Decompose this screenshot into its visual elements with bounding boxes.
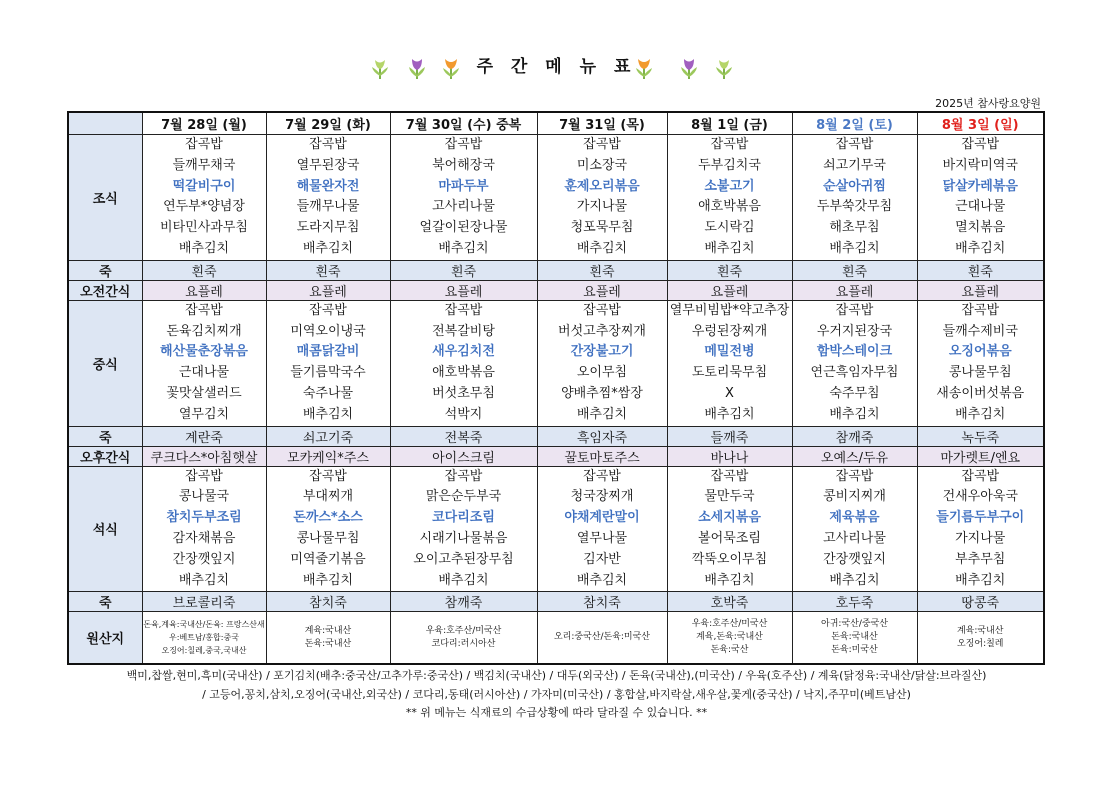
afternoon-snack-cell: 아이스크림: [390, 446, 537, 466]
lunch-label: 중식: [68, 300, 142, 426]
morning-snack-cell: 요플레: [537, 280, 667, 300]
menu-item: 잡곡밥: [309, 137, 347, 152]
lunch-cell: [917, 300, 1044, 426]
menu-item: 잡곡밥: [185, 302, 223, 318]
menu-item: 배추김치: [576, 240, 628, 256]
breakfast-cell: [390, 135, 537, 261]
porridge-cell: 흰죽: [667, 260, 792, 280]
origin-text: 아귀:국산/중국산: [821, 619, 888, 630]
menu-item: 잡곡밥: [710, 468, 749, 484]
dinner-label: 석식: [68, 466, 142, 592]
menu-item: 배추김치: [302, 572, 354, 588]
menu-item: 간장불고기: [570, 344, 634, 360]
menu-item: 열무나물: [576, 530, 628, 546]
afternoon-snack-label: 오후간식: [68, 446, 142, 466]
menu-item: 청포묵무침: [570, 220, 634, 236]
origin-text: 계육:국내산: [956, 625, 1004, 636]
menu-item: 배추김치: [438, 572, 489, 588]
breakfast-label: 조식: [68, 135, 142, 261]
menu-item: 잡곡밥: [309, 468, 347, 484]
menu-item: 청국장찌개: [570, 489, 634, 505]
menu-item: 잡곡밥: [583, 137, 621, 152]
menu-item: 전복갈비탕: [432, 323, 495, 339]
morning-snack-cell: 요플레: [917, 280, 1044, 300]
corner-cell: [68, 112, 142, 135]
menu-item: 감자채볶음: [172, 530, 236, 546]
menu-item: 도라지무침: [296, 220, 360, 236]
day-header: 7월 30일 (수) 중복: [390, 112, 537, 135]
porridge-label: 죽: [68, 426, 142, 446]
origin-cell: [390, 612, 537, 664]
menu-item: 배추김치: [829, 572, 880, 588]
menu-item: 들기름막국수: [290, 365, 366, 381]
menu-item: 새우김치전: [432, 344, 495, 360]
porridge-cell: 흰죽: [917, 260, 1044, 280]
breakfast-cell: [792, 135, 917, 261]
menu-item: 제육볶음: [829, 510, 880, 526]
menu-item: 미역줄기볶음: [290, 551, 366, 567]
menu-item: 연두부*양념장: [163, 199, 245, 215]
menu-item: 배추김치: [178, 572, 230, 588]
lunch-cell: [390, 300, 537, 426]
porridge-cell: 흰죽: [266, 260, 390, 280]
menu-item: 간장깻잎지: [172, 551, 236, 567]
menu-item: 배추김치: [704, 406, 755, 422]
menu-item: 잡곡밥: [961, 302, 1000, 318]
origin-text: 돈육:국내산: [831, 632, 878, 643]
menu-item: 바지락미역국: [942, 157, 1018, 173]
menu-item: 잡곡밥: [444, 137, 483, 152]
morning-snack-cell: 요플레: [667, 280, 792, 300]
menu-item: 들깨무채국: [172, 157, 236, 173]
lunch-cell: [792, 300, 917, 426]
porridge-label: 죽: [68, 260, 142, 280]
menu-item: 잡곡밥: [444, 468, 483, 484]
organization-label: 2025년 참사랑요양원: [935, 97, 1041, 110]
menu-item: 마파두부: [438, 178, 489, 194]
menu-item: 배추김치: [438, 240, 489, 256]
porridge-row: [68, 592, 1044, 612]
porridge-cell: 쇠고기죽: [266, 426, 390, 446]
porridge-cell: 흰죽: [142, 260, 266, 280]
menu-item: 부대찌개: [302, 489, 354, 505]
menu-item: 숙주나물: [302, 385, 354, 401]
porridge-cell: 브로콜리죽: [142, 592, 266, 612]
orange-tulip-icon: [633, 56, 655, 80]
menu-item: 가지나물: [576, 199, 628, 215]
breakfast-cell: [537, 135, 667, 261]
porridge-cell: 흰죽: [390, 260, 537, 280]
dinner-cell: [667, 466, 792, 592]
menu-item: 양배추찜*쌈장: [561, 385, 643, 401]
menu-item: 연근흑임자무침: [810, 365, 899, 381]
menu-item: 잡곡밥: [961, 137, 1000, 152]
menu-item: 열무김치: [178, 406, 230, 422]
porridge-cell: 참치죽: [537, 592, 667, 612]
menu-item: 들깨무나물: [296, 199, 360, 215]
porridge-cell: 흰죽: [537, 260, 667, 280]
menu-item: 두부김치국: [698, 157, 761, 173]
menu-item: 시래기나물볶음: [419, 530, 508, 546]
porridge-cell: 참깨죽: [390, 592, 537, 612]
menu-item: 숙주무침: [829, 385, 880, 401]
menu-item: 잡곡밥: [309, 302, 347, 318]
menu-item: 함박스테이크: [816, 344, 893, 360]
menu-item: 돈육김치찌개: [166, 323, 242, 339]
orange-tulip-icon: [440, 56, 462, 80]
origin-row: [68, 612, 1044, 664]
origin-cell: [142, 612, 266, 664]
dinner-cell: [792, 466, 917, 592]
porridge-row: [68, 260, 1044, 280]
menu-item: 깍뚝오이무침: [691, 551, 768, 567]
menu-item: 매콤닭갈비: [296, 344, 360, 360]
afternoon-snack-cell: 바나나: [667, 446, 792, 466]
menu-item: 메밀전병: [704, 344, 755, 360]
menu-item: 소세지볶음: [698, 510, 761, 526]
menu-item: 애호박볶음: [432, 365, 495, 381]
menu-item: 애호박볶음: [698, 199, 761, 215]
menu-item: 새송이버섯볶음: [936, 385, 1025, 401]
menu-item: 꽃맛살샐러드: [166, 385, 242, 401]
origin-text: 우육:호주산/미국산: [425, 625, 502, 636]
menu-item: 도토리묵무침: [691, 365, 768, 381]
origin-cell: [792, 612, 917, 664]
origin-cell: [917, 612, 1044, 664]
porridge-cell: 호박죽: [667, 592, 792, 612]
origin-text: 오징어:칠레,중국,국내산: [161, 646, 247, 656]
porridge-cell: 전복죽: [390, 426, 537, 446]
origin-text: 계육:국내산: [304, 625, 352, 636]
menu-item: 잡곡밥: [185, 468, 223, 484]
menu-item: 배추김치: [704, 240, 755, 256]
origin-cell: [537, 612, 667, 664]
menu-item: 배추김치: [302, 240, 354, 256]
menu-item: 맑은순두부국: [425, 489, 502, 505]
afternoon-snack-cell: 오예스/두유: [792, 446, 917, 466]
breakfast-cell: [142, 135, 266, 261]
page-title: 주 간 메 뉴 표: [476, 57, 637, 77]
morning-snack-cell: 요플레: [792, 280, 917, 300]
porridge-cell: 호두죽: [792, 592, 917, 612]
menu-item: 잡곡밥: [444, 302, 483, 318]
menu-item: 오이고추된장무침: [413, 551, 514, 567]
menu-item: 배추김치: [576, 572, 628, 588]
menu-item: 비타민사과무침: [160, 220, 248, 236]
menu-item: 오징어볶음: [948, 344, 1012, 360]
menu-item: 북어해장국: [432, 157, 495, 173]
porridge-cell: 계란죽: [142, 426, 266, 446]
menu-item: 볼어묵조림: [698, 530, 761, 546]
menu-item: 잡곡밥: [835, 137, 874, 152]
menu-item: 가지나물: [955, 530, 1006, 546]
afternoon-snack-cell: 쿠크다스*아침햇살: [142, 446, 266, 466]
origin-text: 돈육,계육:국내산/돈육: 프랑스산새: [143, 620, 265, 630]
menu-item: 참치두부조림: [166, 510, 242, 526]
origin-footnote-line-1: 백미,찹쌀,현미,흑미(국내산) / 포기김치(배추:중국산/고추가루:중국산) / 백김치(국내산) / 대두(외국산) / 돈육(국내산),(미국산) / 우육(호주산) / 계육(닭정육:국내산/닭살:브라질산): [126, 669, 987, 682]
menu-item: 근대나물: [178, 365, 230, 381]
menu-item: 야채계란말이: [564, 510, 640, 526]
origin-text: 우육:호주산/미국산: [691, 619, 768, 630]
menu-item: 우거지된장국: [816, 323, 893, 339]
green-tulip-icon: [369, 56, 391, 80]
menu-item: 근대나물: [955, 199, 1006, 215]
menu-item: 오이무침: [576, 365, 628, 381]
menu-item: 미역오이냉국: [290, 323, 366, 339]
day-header: 8월 2일 (토): [792, 112, 917, 135]
origin-text: 오리:중국산/돈육:미국산: [553, 632, 651, 643]
menu-item: 떡갈비구이: [172, 178, 236, 194]
menu-item: 배추김치: [704, 572, 755, 588]
morning-snack-cell: 요플레: [142, 280, 266, 300]
menu-item: 배추김치: [829, 406, 880, 422]
breakfast-cell: [917, 135, 1044, 261]
menu-item: 두부쑥갓무침: [816, 199, 893, 215]
menu-item: 잡곡밥: [185, 137, 223, 152]
porridge-cell: 흑임자죽: [537, 426, 667, 446]
origin-text: 우:베트남/홍합:중국: [169, 633, 239, 643]
dinner-cell: [390, 466, 537, 592]
porridge-cell: 녹두죽: [917, 426, 1044, 446]
dinner-cell: [266, 466, 390, 592]
day-header: 8월 1일 (금): [667, 112, 792, 135]
menu-item: 열무비빔밥*약고추장: [669, 302, 790, 318]
menu-item: 버섯초무침: [432, 385, 495, 401]
menu-item: 석박지: [444, 406, 483, 422]
menu-item: 해초무침: [829, 220, 880, 236]
day-header: 7월 28일 (월): [142, 112, 266, 135]
menu-item: 고사리나물: [823, 530, 886, 546]
menu-item: 들기름두부구이: [936, 510, 1025, 526]
lunch-row: [68, 300, 1044, 426]
dinner-cell: [917, 466, 1044, 592]
dinner-cell: [537, 466, 667, 592]
breakfast-cell: [266, 135, 390, 261]
menu-item: 배추김치: [302, 406, 354, 422]
day-header: 7월 31일 (목): [537, 112, 667, 135]
purple-tulip-icon: [406, 56, 428, 80]
menu-item: 간장깻잎지: [823, 551, 886, 567]
menu-item: 잡곡밥: [710, 137, 749, 152]
porridge-cell: 참치죽: [266, 592, 390, 612]
menu-item: 부추무침: [955, 551, 1006, 567]
menu-item: 고사리나물: [432, 199, 495, 215]
origin-text: 계육,돈육:국내산: [696, 632, 763, 643]
lunch-cell: [667, 300, 792, 426]
menu-item: 잡곡밥: [835, 302, 874, 318]
origin-cell: [667, 612, 792, 664]
menu-item: 배추김치: [955, 406, 1006, 422]
purple-tulip-icon: [678, 56, 700, 80]
menu-item: 콩나물무침: [296, 530, 360, 546]
origin-text: 돈육:미국산: [831, 645, 878, 656]
afternoon-snack-cell: 꿀토마토주스: [537, 446, 667, 466]
morning-snack-cell: 요플레: [266, 280, 390, 300]
menu-item: 소불고기: [704, 178, 755, 194]
menu-item: 김자반: [583, 551, 621, 567]
menu-item: 도시락김: [704, 220, 755, 236]
title-row: [0, 52, 1113, 82]
menu-item: 미소장국: [576, 157, 628, 173]
menu-item: 물만두국: [704, 489, 755, 505]
menu-item: 잡곡밥: [835, 468, 874, 484]
menu-item: 잡곡밥: [583, 468, 621, 484]
green-tulip-icon: [713, 56, 735, 80]
menu-item: 순살아귀찜: [823, 178, 886, 194]
menu-item: X: [725, 385, 734, 401]
supply-notice: ** 위 메뉴는 식재료의 수급상황에 따라 달라질 수 있습니다. **: [405, 706, 708, 719]
porridge-row: [68, 426, 1044, 446]
origin-label: 원산지: [68, 612, 142, 664]
weekly-menu-table: [67, 111, 1045, 665]
menu-item: 콩나물무침: [948, 365, 1012, 381]
origin-text: 돈육:국내산: [304, 638, 352, 649]
menu-item: 콩나물국: [178, 489, 230, 505]
origin-text: 오징어:칠레: [956, 638, 1004, 649]
menu-item: 훈제오리볶음: [564, 178, 640, 194]
dinner-cell: [142, 466, 266, 592]
morning-snack-cell: 요플레: [390, 280, 537, 300]
dinner-row: [68, 466, 1044, 592]
menu-item: 코다리조림: [432, 510, 495, 526]
afternoon-snack-cell: 모카케익*주스: [266, 446, 390, 466]
menu-item: 배추김치: [829, 240, 880, 256]
afternoon-snack-row: [68, 446, 1044, 466]
afternoon-snack-cell: 마가렛트/엔요: [917, 446, 1044, 466]
menu-item: 배추김치: [955, 240, 1006, 256]
morning-snack-label: 오전간식: [68, 280, 142, 300]
day-header: 8월 3일 (일): [917, 112, 1044, 135]
lunch-cell: [537, 300, 667, 426]
day-header: 7월 29일 (화): [266, 112, 390, 135]
morning-snack-row: [68, 280, 1044, 300]
porridge-cell: 흰죽: [792, 260, 917, 280]
lunch-cell: [266, 300, 390, 426]
menu-item: 돈까스*소스: [293, 510, 363, 526]
lunch-cell: [142, 300, 266, 426]
menu-item: 콩비지찌개: [823, 489, 886, 505]
menu-item: 해산물춘장볶음: [160, 344, 248, 360]
breakfast-row: [68, 135, 1044, 261]
menu-item: 얼갈이된장나물: [419, 220, 508, 236]
menu-item: 해물완자전: [296, 178, 360, 194]
porridge-cell: 들깨죽: [667, 426, 792, 446]
day-header-row: [68, 112, 1044, 135]
origin-text: 돈육:국산: [710, 645, 749, 656]
menu-item: 닭살카레볶음: [942, 178, 1018, 194]
menu-item: 배추김치: [576, 406, 628, 422]
menu-item: 열무된장국: [296, 157, 360, 173]
menu-item: 들깨수제비국: [942, 323, 1018, 339]
menu-item: 쇠고기무국: [823, 157, 886, 173]
porridge-cell: 참깨죽: [792, 426, 917, 446]
porridge-cell: 땅콩죽: [917, 592, 1044, 612]
menu-item: 멸치볶음: [955, 220, 1006, 236]
menu-item: 배추김치: [178, 240, 230, 256]
menu-item: 배추김치: [955, 572, 1006, 588]
origin-footnote-line-2: / 고등어,꽁치,삼치,오징어(국내산,외국산) / 코다리,동태(러시아산) / 가자미(미국산) / 홍합살,바지락살,새우살,꽃게(중국산) / 낙지,주꾸미(베트남산): [202, 688, 911, 701]
porridge-label: 죽: [68, 592, 142, 612]
menu-item: 버섯고추장찌개: [558, 323, 646, 339]
origin-cell: [266, 612, 390, 664]
menu-item: 우렁된장찌개: [691, 323, 768, 339]
origin-text: 코다리:러시아산: [431, 638, 496, 649]
menu-item: 건새우아욱국: [942, 489, 1018, 505]
menu-item: 잡곡밥: [583, 302, 621, 318]
menu-item: 잡곡밥: [961, 468, 1000, 484]
breakfast-cell: [667, 135, 792, 261]
